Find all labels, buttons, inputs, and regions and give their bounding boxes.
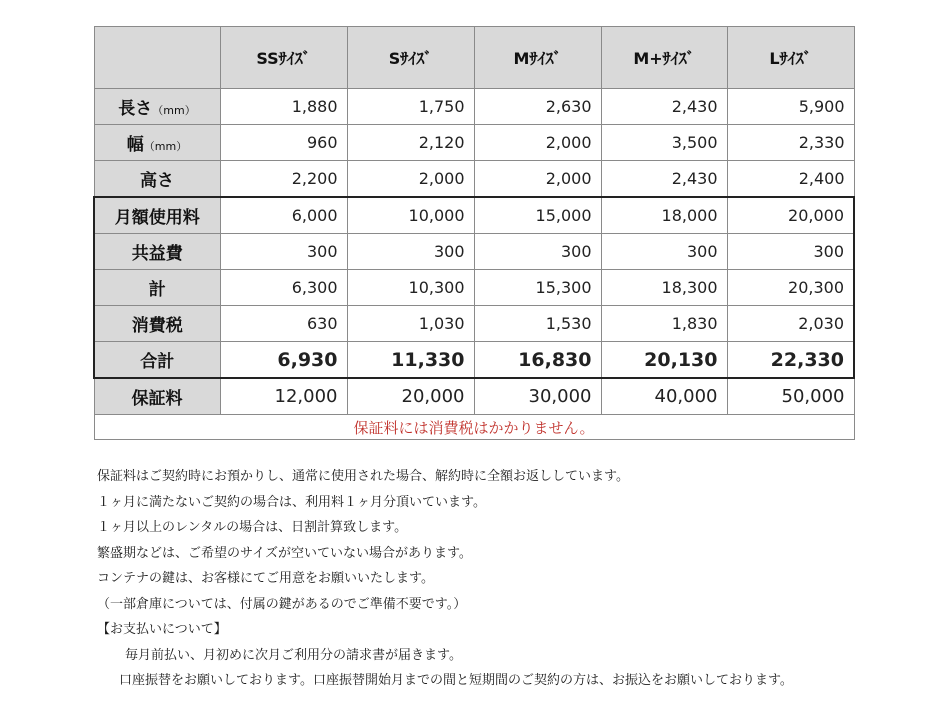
row-label-consumption-tax: 消費税 [94, 306, 220, 342]
payment-heading: 【お支払いについて】 [97, 622, 227, 637]
table-cell: 16,830 [474, 342, 601, 379]
header-ss-size: SSｻｲｽﾞ [220, 27, 347, 89]
row-label-monthly-fee: 月額使用料 [94, 197, 220, 234]
table-cell: 2,200 [220, 161, 347, 198]
table-cell: 960 [220, 125, 347, 161]
table-cell: 50,000 [727, 378, 854, 415]
row-label-deposit: 保証料 [94, 378, 220, 415]
terms-notes [97, 464, 793, 694]
table-cell: 40,000 [601, 378, 727, 415]
note-line: 保証料はご契約時にお預かりし、通常に使用された場合、解約時に全額お返ししています。 [97, 469, 629, 484]
table-cell: 1,030 [347, 306, 474, 342]
table-cell: 22,330 [727, 342, 854, 379]
header-l-size: Lｻｲｽﾞ [727, 27, 854, 89]
table-cell: 6,930 [220, 342, 347, 379]
table-cell: 20,130 [601, 342, 727, 379]
table-cell: 2,000 [347, 161, 474, 198]
table-cell: 20,000 [347, 378, 474, 415]
note-line: 毎月前払い、月初めに次月ご利用分の請求書が届きます。 [125, 647, 462, 663]
row-label-length: 長さ（mm） [94, 89, 220, 125]
row-label-height: 高さ [94, 161, 220, 198]
table-header-row [94, 27, 854, 89]
table-cell: 2,030 [727, 306, 854, 342]
table-cell: 12,000 [220, 378, 347, 415]
table-cell: 300 [474, 234, 601, 270]
table-cell: 2,120 [347, 125, 474, 161]
note-line: １ヶ月以上のレンタルの場合は、日割計算致します。 [97, 520, 408, 535]
note-line: １ヶ月に満たないご契約の場合は、利用料１ヶ月分頂いています。 [97, 494, 486, 510]
table-cell: 20,300 [727, 270, 854, 306]
header-corner [94, 27, 220, 89]
table-row-monthly-fee [94, 197, 854, 234]
note-line: コンテナの鍵は、お客様にてご用意をお願いいたします。 [97, 571, 434, 586]
table-cell: 18,300 [601, 270, 727, 306]
table-cell: 2,330 [727, 125, 854, 161]
table-cell: 2,000 [474, 161, 601, 198]
table-cell: 15,000 [474, 197, 601, 234]
table-cell: 2,430 [601, 161, 727, 198]
note-line: （一部倉庫については、付属の鍵があるのでご準備不要です。） [97, 596, 467, 612]
table-cell: 300 [601, 234, 727, 270]
table-cell: 30,000 [474, 378, 601, 415]
table-row-common-fee [94, 234, 854, 270]
header-m-plus-size: M+ｻｲｽﾞ [601, 27, 727, 89]
note-line: 繁盛期などは、ご希望のサイズが空いていない場合があります。 [97, 545, 472, 561]
table-cell: 2,430 [601, 89, 727, 125]
table-cell: 10,300 [347, 270, 474, 306]
table-row-consumption-tax [94, 306, 854, 342]
deposit-tax-note: 保証料には消費税はかかりません。 [94, 415, 854, 440]
table-cell: 11,330 [347, 342, 474, 379]
table-cell: 300 [220, 234, 347, 270]
row-label-width: 幅（mm） [94, 125, 220, 161]
table-cell: 10,000 [347, 197, 474, 234]
table-cell: 2,000 [474, 125, 601, 161]
table-cell: 630 [220, 306, 347, 342]
table-row-length [94, 89, 854, 125]
table-row-subtotal [94, 270, 854, 306]
table-cell: 20,000 [727, 197, 854, 234]
table-row-height [94, 161, 854, 198]
table-row-width [94, 125, 854, 161]
table-cell: 2,400 [727, 161, 854, 198]
table-row-deposit-note [94, 415, 854, 440]
table-cell: 300 [347, 234, 474, 270]
row-label-subtotal: 計 [94, 270, 220, 306]
table-cell: 6,000 [220, 197, 347, 234]
table-cell: 1,750 [347, 89, 474, 125]
header-s-size: Sｻｲｽﾞ [347, 27, 474, 89]
table-cell: 3,500 [601, 125, 727, 161]
row-label-total: 合計 [94, 342, 220, 379]
table-cell: 1,830 [601, 306, 727, 342]
table-cell: 1,530 [474, 306, 601, 342]
note-line: 口座振替をお願いしております。口座振替開始月までの間と短期間のご契約の方は、お振込をお願いしております。 [119, 673, 793, 688]
table-cell: 6,300 [220, 270, 347, 306]
table-row-total [94, 342, 854, 379]
table-cell: 15,300 [474, 270, 601, 306]
row-label-common-fee: 共益費 [94, 234, 220, 270]
table-row-deposit [94, 378, 854, 415]
table-cell: 1,880 [220, 89, 347, 125]
table-cell: 18,000 [601, 197, 727, 234]
table-cell: 2,630 [474, 89, 601, 125]
table-cell: 5,900 [727, 89, 854, 125]
table-cell: 300 [727, 234, 854, 270]
header-m-size: Mｻｲｽﾞ [474, 27, 601, 89]
price-table [93, 26, 855, 440]
